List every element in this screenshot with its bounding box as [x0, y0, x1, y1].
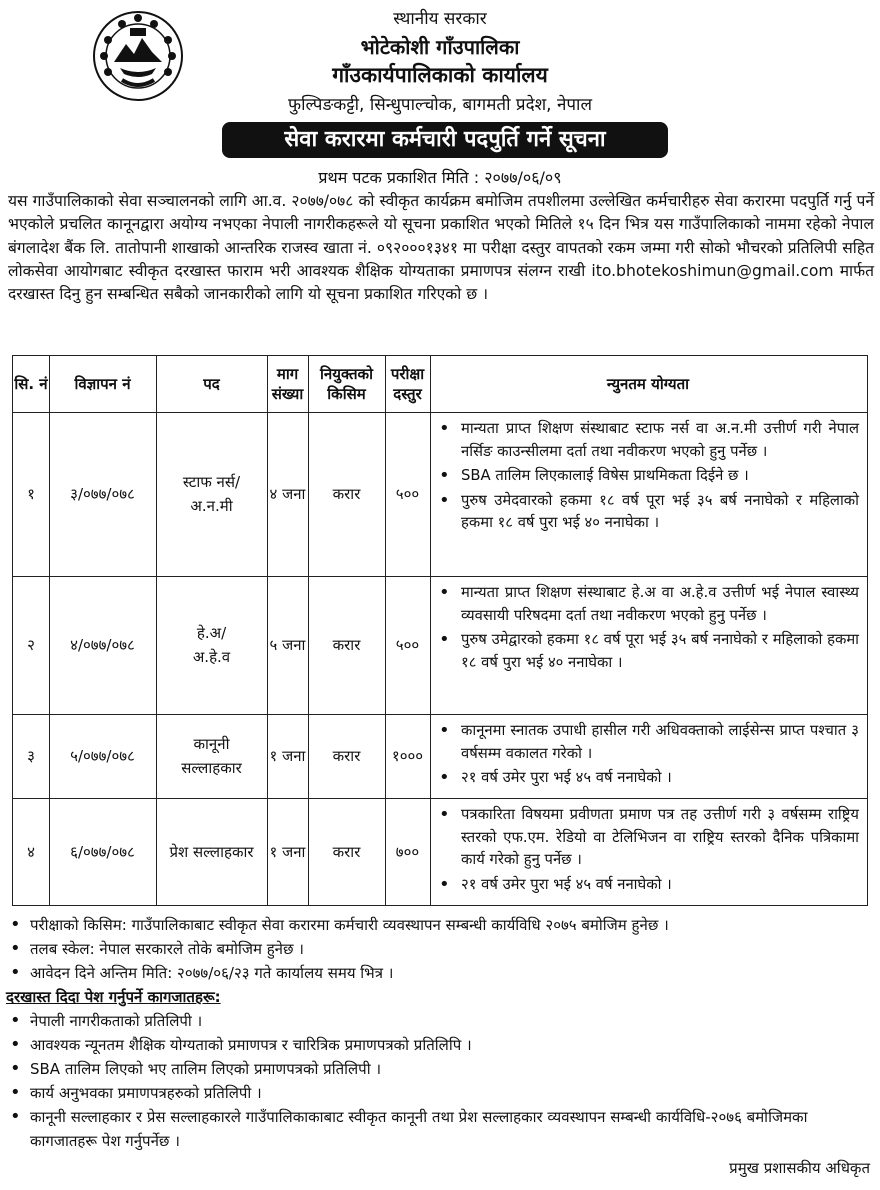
table-cell-appointment: करार: [332, 842, 361, 861]
vacancy-table: [12, 355, 868, 906]
notice-title: सेवा करारमा कर्मचारी पदपुर्ति गर्ने सूचना: [222, 122, 668, 158]
table-cell-demand: ४ जना: [269, 485, 306, 503]
table-cell-fee: ५००: [395, 485, 420, 503]
list-item: • मान्यता प्राप्त शिक्षण संस्थाबाट स्टाफ नर्स वा अ.न.मी उत्तीर्ण गरी नेपाल नर्सिङ काउन्सीलमा दर्ता तथा नवीकरण भएको हुनु पर्नेछ ।: [461, 418, 859, 463]
list-item: • कानूनमा स्नातक उपाधी हासील गरी अधिवक्ताको लाईसेन्स प्राप्त पश्चात ३ वर्षसम्म वकालत गरेको ।: [461, 720, 859, 765]
published-date: प्रथम पटक प्रकाशित मिति : २०७७/०६/०९: [318, 168, 562, 187]
table-cell-post: प्रेश सल्लाहकार: [169, 842, 254, 861]
office-name: गाँउकार्यपालिकाको कार्यालय: [332, 63, 548, 87]
documents-heading: दरखास्त दिदा पेश गर्नुपर्ने कागजातहरू:: [6, 988, 221, 1006]
table-cell-post: हे.अ/ अ.हे.व: [192, 624, 231, 666]
header-demand: माग संख्या: [271, 365, 304, 403]
table-cell-sn: ४: [27, 842, 35, 861]
table-cell-sn: १: [27, 485, 35, 503]
header-ad-no: विज्ञापन नं: [74, 375, 131, 393]
header-post: पद: [203, 375, 220, 393]
table-cell-appointment: करार: [332, 485, 361, 503]
document-item: • नेपाली नागरीकताको प्रतिलिपी ।: [6, 1009, 872, 1033]
office-address: फुल्पिङकट्टी, सिन्धुपाल्चोक, बागमती प्रदेश, नेपाल: [288, 95, 592, 115]
qualification-list: [431, 800, 867, 898]
list-item: • SBA तालिम लिएकालाई विषेस प्राथमिकता दिईने छ ।: [461, 465, 859, 488]
municipality-name: भोटेकोशी गाँउपालिका: [360, 35, 520, 59]
header-sn: सि. नं: [14, 375, 48, 393]
table-cell-post: स्टाफ नर्स/ अ.न.मी: [182, 473, 241, 515]
table-cell-ad-no: ६/०७७/०७८: [70, 842, 135, 861]
header-qualification: न्युनतम योग्यता: [606, 375, 690, 393]
table-cell-appointment: करार: [332, 747, 361, 765]
list-item: • पुरुष उमेद्वारको हकमा १८ वर्ष पूरा भई ३५ बर्ष ननाघेको र महिलाको हकमा १८ वर्ष पुरा भई ४० ननाघेका ।: [461, 629, 859, 674]
table-cell-sn: ३: [27, 747, 35, 765]
list-item: • मान्यता प्राप्त शिक्षण संस्थाबाट हे.अ वा अ.हे.व उत्तीर्ण भई नेपाल स्वास्थ्य व्यवसायी परिषदमा दर्ता तथा नवीकरण भएको हुनु पर्नेछ ।: [461, 582, 859, 627]
header-line-local-government: स्थानीय सरकार: [393, 9, 487, 29]
list-item: • २१ वर्ष उमेर पुरा भई ४५ वर्ष ननाघेको ।: [461, 767, 859, 790]
qualification-list: [431, 716, 867, 792]
intro-paragraph: यस गाउँपालिकाको सेवा सञ्चालनको लागि आ.व. २०७७/०७८ को स्वीकृत कार्यक्रम बमोजिम तपशीलमा उल्लेखित कर्मचारीहरु सेवा करारमा पदपुर्ति गर्नु पर्ने भएकोले प्रचलित कानूनद्वारा अयोग्य नभएका नेपाली नागरीकहरूले यो सूचना प्रकाशित भएको मितिले १५ दिन भित्र यस गाउँपालिकाको नाममा रहेको नेपाल बंगलादेश बैंक लि. तातोपानी शाखाको आन्तरिक राजस्व खाता नं. ०९२०००१३४१ मा परीक्षा दस्तुर वापतको रकम जम्मा गरी सोको भौचरको प्रतिलिपी सहित लोकसेवा आयोगबाट स्वीकृत दरखास्त फाराम भरी आवश्यक शैक्षिक योग्यताका प्रमाणपत्र संलग्न राखी ito.bhotekoshimun@gmail.com मार्फत दरखास्त दिनु हुन सम्बन्धित सबैको जानकारीको लागि यो सूचना प्रकाशित गरिएको छ ।: [8, 192, 874, 304]
table-cell-ad-no: ४/०७७/०७८: [70, 636, 135, 654]
qualification-list: [431, 414, 867, 537]
table-cell-fee: ५००: [395, 636, 420, 654]
table-cell-demand: ५ जना: [269, 636, 306, 654]
table-cell-post: कानूनी सल्लाहकार: [181, 735, 242, 777]
table-cell-demand: १ जना: [269, 747, 306, 765]
table-cell-ad-no: ५/०७७/०७८: [70, 747, 135, 765]
document-item: • कार्य अनुभवका प्रमाणपत्रहरुको प्रतिलिपी ।: [6, 1081, 872, 1105]
note-item: • आवेदन दिने अन्तिम मिति: २०७७/०६/२३ गते कार्यालय समय भित्र ।: [6, 961, 872, 985]
signatory: प्रमुख प्रशासकीय अधिकृत: [729, 1159, 870, 1177]
table-cell-appointment: करार: [332, 636, 361, 654]
table-cell-ad-no: ३/०७७/०७८: [70, 485, 135, 503]
table-cell-sn: २: [27, 636, 35, 654]
list-item: • पुरुष उमेदवारको हकमा १८ वर्ष पूरा भई ३५ बर्ष ननाघेको र महिलाको हकमा १८ वर्ष पुरा भई ४० ननाघेका ।: [461, 490, 859, 535]
table-cell-fee: १०००: [391, 747, 424, 765]
qualification-list: [431, 578, 867, 676]
notes-section: [6, 913, 872, 1153]
document-item: • आवश्यक न्यूनतम शैक्षिक योग्यताको प्रमाणपत्र र चारित्रिक प्रमाणपत्रको प्रतिलिपि ।: [6, 1033, 872, 1057]
document-item: • SBA तालिम लिएको भए तालिम लिएको प्रमाणपत्रको प्रतिलिपी ।: [6, 1057, 872, 1081]
header-appointment: नियुक्तको किसिम: [320, 365, 373, 403]
table-cell-demand: १ जना: [269, 842, 306, 861]
list-item: • २१ वर्ष उमेर पुरा भई ४५ वर्ष ननाघेको ।: [461, 874, 859, 897]
note-item: • तलब स्केल: नेपाल सरकारले तोके बमोजिम हुनेछ ।: [6, 937, 872, 961]
document-item: • कानूनी सल्लाहकार र प्रेस सल्लाहकारले गाउँपालिकाकाबाट स्वीकृत कानूनी तथा प्रेश सल्लाहकार व्यवस्थापन सम्बन्धी कार्यविधि-२०७६ बमोजिमका कागजातहरू पेश गर्नुपर्नेछ ।: [6, 1105, 872, 1153]
list-item: • पत्रकारिता विषयमा प्रवीणता प्रमाण पत्र तह उत्तीर्ण गरी ३ वर्षसम्म राष्ट्रिय स्तरको एफ.एम. रेडियो वा टेलिभिजन वा राष्ट्रिय स्तरको दैनिक पत्रिकामा कार्य गरेको हुनु पर्नेछ ।: [461, 804, 859, 872]
table-cell-fee: ७००: [395, 842, 420, 861]
note-item: • परीक्षाको किसिम: गाउँपालिकाबाट स्वीकृत सेवा करारमा कर्मचारी व्यवस्थापन सम्बन्धी कार्यविधि २०७५ बमोजिम हुनेछ ।: [6, 913, 872, 937]
header-fee: परीक्षा दस्तुर: [390, 365, 425, 403]
